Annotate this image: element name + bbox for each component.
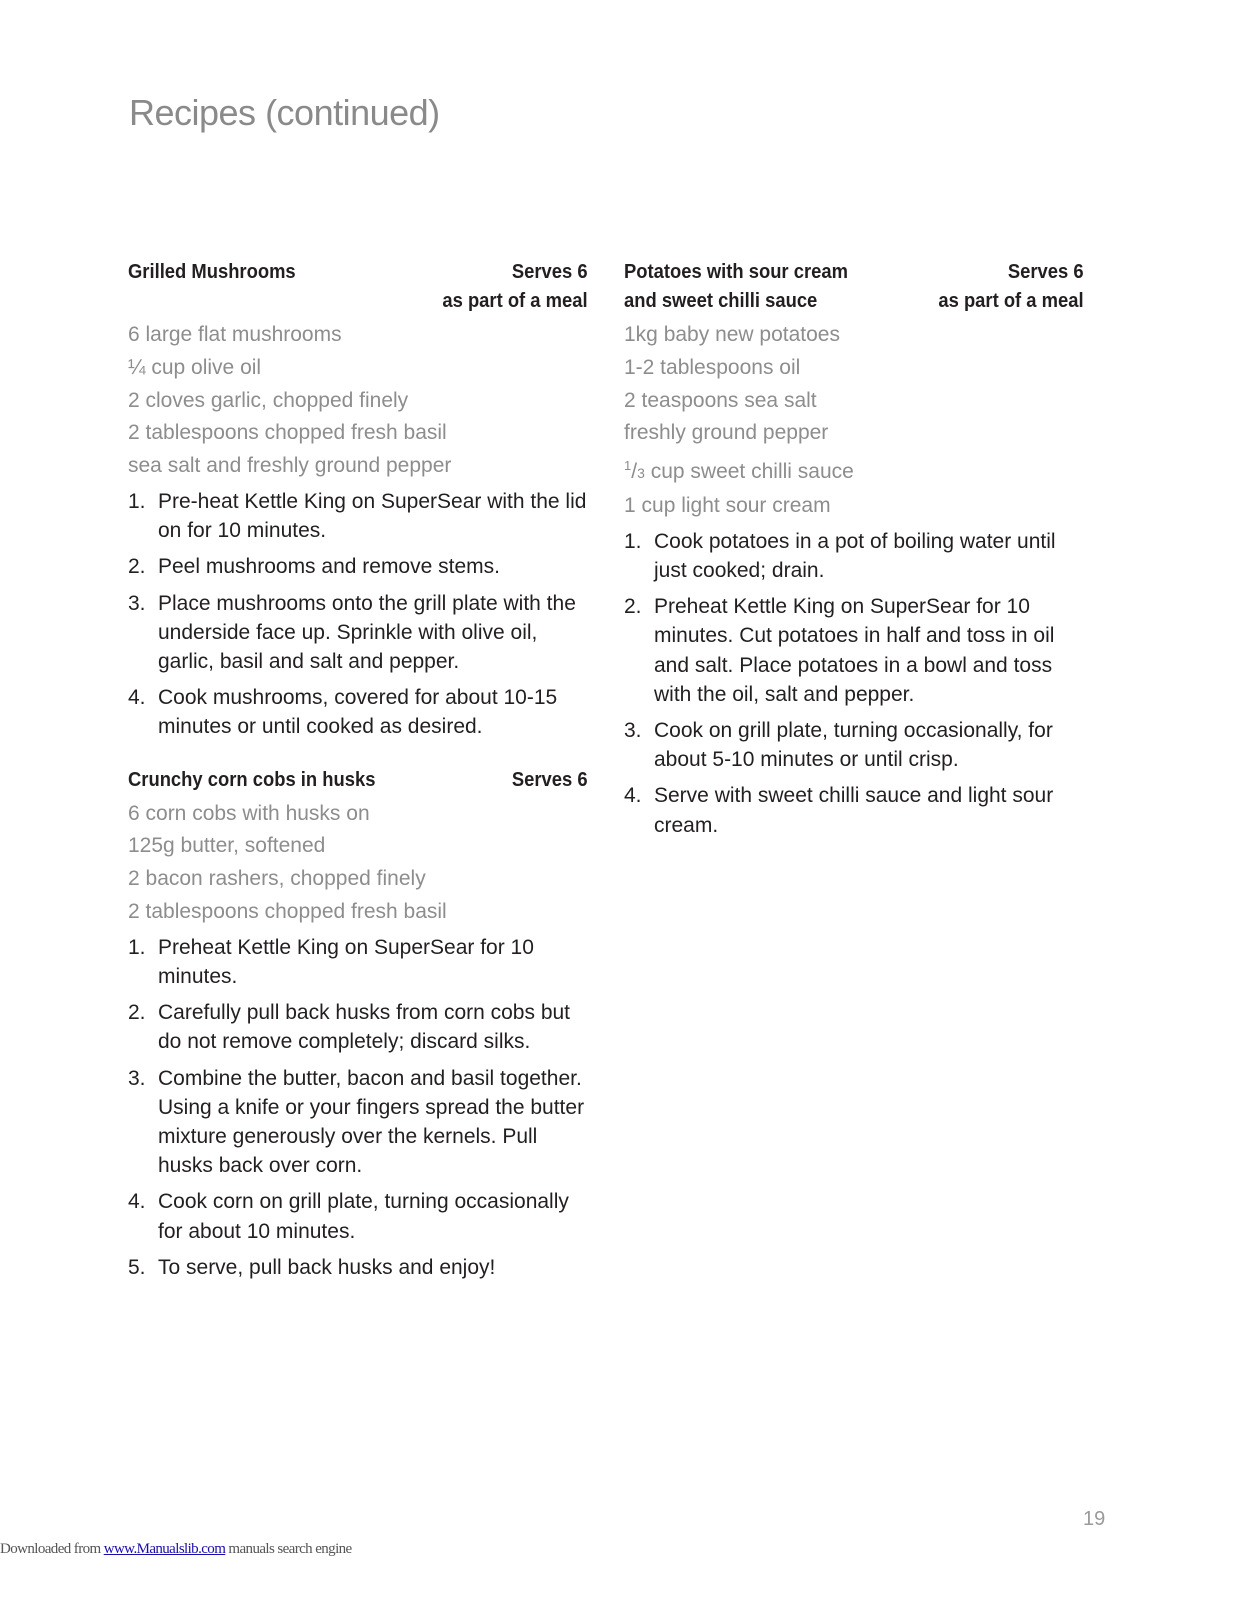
ingredient-item: 6 corn cobs with husks on [128, 801, 370, 825]
step-number: 5. [128, 1255, 146, 1279]
ingredient-item: 6 large flat mushrooms [128, 323, 342, 346]
method-step [128, 1253, 588, 1282]
step-number: 1. [624, 529, 642, 553]
step-number: 3. [128, 1066, 146, 1090]
ingredient-list [624, 319, 1084, 523]
left-column [128, 258, 588, 1306]
manualslib-link[interactable]: www.Manualslib.com [103, 1541, 226, 1557]
step-text: Serve with sweet chilli sauce and light sour cream. [654, 784, 1054, 837]
step-text: Place mushrooms onto the grill plate with the underside face up. Sprinkle with olive oil, garlic, basil and salt and pepper. [158, 591, 576, 673]
recipe-header [128, 258, 588, 316]
recipe-title: Crunchy corn cobs in husks [128, 768, 376, 791]
step-number: 2. [128, 555, 146, 579]
ingredient-list [128, 319, 588, 483]
method-steps [128, 487, 588, 742]
method-steps [624, 527, 1084, 840]
page-number: 19 [1083, 1508, 1106, 1530]
method-step [128, 683, 588, 741]
method-step [624, 592, 1084, 709]
footer-prefix: Downloaded from [0, 1541, 104, 1557]
method-step [624, 527, 1084, 585]
ingredient-item: 2 tablespoons chopped fresh basil [128, 421, 447, 445]
page-title: Recipes (continued) [129, 92, 440, 134]
fraction-denominator: 3 [637, 465, 645, 482]
ingredient-item: 2 teaspoons sea salt [624, 388, 817, 412]
method-step [624, 781, 1084, 839]
step-text: Combine the butter, bacon and basil together. Using a knife or your fingers spread the butter mixture generously over the kernels. Pull husks back over corn. [158, 1066, 585, 1178]
method-step [128, 933, 588, 991]
ingredient-text: cup sweet chilli sauce [650, 460, 854, 484]
step-text: Peel mushrooms and remove stems. [158, 555, 500, 579]
ingredient-item: 1kg baby new potatoes [624, 323, 840, 346]
recipe-grilled-mushrooms [128, 258, 588, 742]
step-text: Cook corn on grill plate, turning occasionally for about 10 minutes. [158, 1190, 569, 1243]
step-text: To serve, pull back husks and enjoy! [158, 1255, 496, 1279]
recipe-title: Potatoes with sour cream and sweet chilli sauce [624, 261, 848, 312]
ingredient-item: 125g butter, softened [128, 834, 326, 858]
step-text: Pre-heat Kettle King on SuperSear with the lid on for 10 minutes. [158, 489, 587, 543]
step-number: 2. [128, 1001, 146, 1025]
ingredient-item: sea salt and freshly ground pepper [128, 454, 452, 478]
recipe-serves: Serves 6 as part of a meal [442, 261, 588, 312]
recipe-corn-cobs [128, 766, 588, 1282]
method-step [128, 552, 588, 581]
ingredient-item: ¼ cup olive oil [128, 355, 262, 379]
method-step [128, 998, 588, 1056]
step-text: Cook mushrooms, covered for about 10-15 minutes or until cooked as desired. [158, 686, 558, 739]
ingredient-item: 2 bacon rashers, chopped finely [128, 867, 426, 891]
ingredient-item: freshly ground pepper [624, 421, 829, 445]
step-text: Cook potatoes in a pot of boiling water until just cooked; drain. [654, 529, 1056, 582]
footer-suffix: manuals search engine [225, 1541, 352, 1557]
ingredient-item: $^1$/3 cup sweet chilli sauce [624, 458, 854, 484]
method-step [128, 487, 588, 545]
step-number: 1. [128, 935, 146, 959]
ingredient-item: 1 cup light sour cream [624, 493, 831, 517]
download-footer [0, 1541, 352, 1558]
recipe-header [128, 766, 588, 795]
recipe-serves: Serves 6 as part of a meal [938, 261, 1084, 312]
method-step [128, 1064, 588, 1181]
ingredient-item: 1-2 tablespoons oil [624, 355, 801, 379]
method-step [128, 589, 588, 677]
step-number: 4. [128, 1190, 146, 1214]
step-number: 2. [624, 595, 642, 619]
ingredient-list [128, 798, 588, 929]
step-text: Carefully pull back husks from corn cobs but do not remove completely; discard silks. [158, 1001, 571, 1054]
step-number: 3. [624, 719, 642, 742]
step-text: Cook on grill plate, turning occasionally, for about 5-10 minutes or until crisp. [654, 719, 1053, 772]
recipe-serves: Serves 6 [511, 768, 588, 791]
recipe-potatoes [624, 258, 1084, 840]
right-column [624, 258, 1084, 864]
method-steps [128, 933, 588, 1282]
recipe-title: Grilled Mushrooms [128, 261, 296, 283]
fraction-numerator: 1 [624, 458, 632, 474]
step-number: 3. [128, 591, 146, 615]
method-step [624, 716, 1084, 774]
step-number: 1. [128, 489, 146, 513]
ingredient-item: 2 cloves garlic, chopped finely [128, 388, 409, 412]
step-number: 4. [624, 784, 642, 808]
ingredient-item: 2 tablespoons chopped fresh basil [128, 900, 447, 923]
step-number: 4. [128, 686, 146, 710]
recipe-header [624, 258, 1084, 316]
step-text: Preheat Kettle King on SuperSear for 10 minutes. Cut potatoes in half and toss in oil and salt. Place potatoes in a bowl and toss with the oil, salt and pepper. [654, 595, 1055, 706]
step-text: Preheat Kettle King on SuperSear for 10 minutes. [158, 935, 534, 988]
method-step [128, 1187, 588, 1245]
